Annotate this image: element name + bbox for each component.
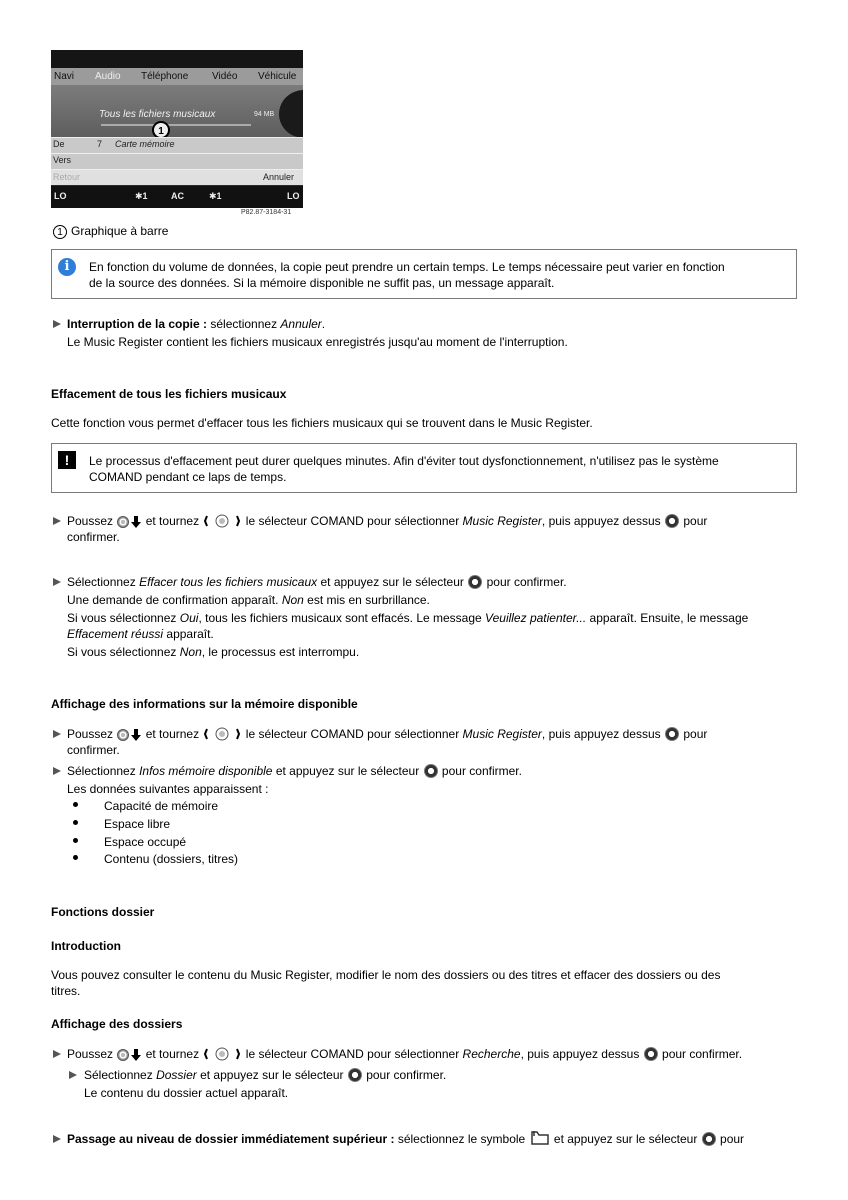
info-line-1: En fonction du volume de données, la copie peut prendre un certain temps. Le temps nécessaire peut varier en fonction	[89, 260, 725, 274]
press-selector-icon	[665, 727, 679, 741]
erase-step2-line-3: Si vous sélectionnez Oui, tous les fichiers musicaux sont effacés. Le message Veuillez patienter... apparaît. Ensuite, le message	[67, 611, 749, 625]
step-arrow-icon	[53, 767, 61, 775]
press-selector-icon	[702, 1132, 716, 1146]
bottom-lo-right: LO	[287, 191, 300, 201]
bottom-fan-left: ✱1	[135, 191, 148, 201]
bottom-fan-right: ✱1	[209, 191, 222, 201]
press-selector-icon	[665, 514, 679, 528]
erase-step2-line-5: Si vous sélectionnez Non, le processus est interrompu.	[67, 645, 360, 659]
step-arrow-icon	[53, 730, 61, 738]
bullet-icon	[73, 820, 78, 825]
memory-bullet: Espace libre	[104, 817, 171, 831]
intro-line-2: titres.	[51, 984, 81, 998]
menu-navi: Navi	[54, 71, 75, 82]
back-label: Retour	[53, 172, 81, 182]
screen-title: Tous les fichiers musicaux	[99, 109, 216, 120]
warning-box	[51, 443, 797, 493]
step-arrow-icon	[53, 517, 61, 525]
press-selector-icon	[644, 1047, 658, 1061]
memory-step2-line-1: Sélectionnez Infos mémoire disponible et appuyez sur le sélecteur pour confirmer.	[67, 764, 522, 778]
memory-step2-line-2: Les données suivantes apparaissent :	[67, 782, 269, 796]
memory-step1-line-2: confirmer.	[67, 743, 120, 757]
erase-step2-line-2: Une demande de confirmation apparaît. Non est mis en surbrillance.	[67, 593, 430, 607]
folders-step1: Poussez et tournez le sélecteur COMAND pour sélectionner Recherche, puis appuyez dessus pour confirmer.	[67, 1047, 743, 1061]
knob-icon	[117, 1049, 129, 1061]
bottom-ac: AC	[171, 191, 184, 201]
erase-step1-line-2: confirmer.	[67, 530, 120, 544]
intro-line-1: Vous pouvez consulter le contenu du Music Register, modifier le nom des dossiers ou des titres et effacer des dossiers ou des	[51, 968, 721, 982]
step-arrow-icon	[53, 578, 61, 586]
press-selector-icon	[348, 1068, 362, 1082]
menu-telephone: Téléphone	[141, 71, 189, 82]
callout-1: 1	[152, 121, 170, 139]
memory-heading: Affichage des informations sur la mémoire disponible	[51, 697, 358, 711]
image-reference: P82.87-3184-31	[241, 209, 292, 216]
legend-text: Graphique à barre	[71, 224, 169, 238]
substep-arrow-icon	[69, 1071, 77, 1079]
folders-heading: Fonctions dossier	[51, 905, 155, 919]
memory-bullet: Contenu (dossiers, titres)	[104, 852, 239, 866]
interrupt-line-1: Interruption de la copie : sélectionnez Annuler.	[67, 317, 326, 331]
erase-step2-line-1: Sélectionnez Effacer tous les fichiers musicaux et appuyez sur le sélecteur pour confirmer.	[67, 575, 567, 589]
step-arrow-icon	[53, 320, 61, 328]
menu-video: Vidéo	[212, 71, 238, 82]
warning-line-2: COMAND pendant ce laps de temps.	[89, 470, 287, 484]
warning-icon: !	[58, 451, 76, 469]
folders-substep-line-2: Le contenu du dossier actuel apparaît.	[84, 1086, 289, 1100]
press-selector-icon	[468, 575, 482, 589]
to-label: Vers	[53, 155, 72, 165]
legend-number: 1	[53, 225, 67, 239]
arrow-down-icon	[131, 1049, 141, 1061]
from-value: Carte mémoire	[115, 139, 175, 149]
erase-step1-line-1: Poussez et tournez le sélecteur COMAND pour sélectionner Music Register, puis appuyez dessus pour	[67, 514, 708, 528]
display-folders-heading: Affichage des dossiers	[51, 1017, 183, 1031]
from-label: De	[53, 139, 65, 149]
info-box	[51, 249, 797, 299]
legend	[53, 223, 168, 239]
menu-audio: Audio	[95, 71, 121, 82]
press-selector-icon	[424, 764, 438, 778]
arrow-down-icon	[131, 729, 141, 741]
memory-step1-line-1: Poussez et tournez le sélecteur COMAND pour sélectionner Music Register, puis appuyez dessus pour	[67, 727, 708, 741]
menu-vehicule: Véhicule	[258, 71, 297, 82]
screen-size: 94 MB	[254, 111, 275, 118]
folder-up-icon	[530, 1131, 550, 1146]
intro-heading: Introduction	[51, 939, 121, 953]
turn-selector-icon	[203, 1047, 241, 1061]
folders-up-line: Passage au niveau de dossier immédiatement supérieur : sélectionnez le symbole et appuyez sur le sélecteur pour	[67, 1132, 745, 1146]
erase-heading: Effacement de tous les fichiers musicaux	[51, 387, 287, 401]
knob-icon	[117, 516, 129, 528]
bullet-icon	[73, 838, 78, 843]
knob-icon	[117, 729, 129, 741]
progress-bar	[101, 124, 251, 126]
memory-bullet: Espace occupé	[104, 835, 187, 849]
step-arrow-icon	[53, 1050, 61, 1058]
info-line-2: de la source des données. Si la mémoire disponible ne suffit pas, un message apparaît.	[89, 276, 555, 290]
arrow-down-icon	[131, 516, 141, 528]
memory-bullet: Capacité de mémoire	[104, 799, 219, 813]
turn-selector-icon	[203, 514, 241, 528]
warning-line-1: Le processus d'effacement peut durer quelques minutes. Afin d'éviter tout dysfonctionnement, n'utilisez pas le système	[89, 454, 719, 468]
step-arrow-icon	[53, 1135, 61, 1143]
erase-step2-line-4: Effacement réussi apparaît.	[67, 627, 214, 641]
bottom-lo-left: LO	[54, 191, 67, 201]
interrupt-line-2: Le Music Register contient les fichiers musicaux enregistrés jusqu'au moment de l'interruption.	[67, 335, 568, 349]
cancel-label: Annuler	[263, 172, 295, 182]
info-icon: i	[58, 258, 76, 276]
from-number: 7	[97, 139, 103, 149]
bullet-icon	[73, 855, 78, 860]
bullet-icon	[73, 802, 78, 807]
comand-screen-image	[51, 50, 303, 208]
turn-selector-icon	[203, 727, 241, 741]
erase-intro: Cette fonction vous permet d'effacer tous les fichiers musicaux qui se trouvent dans le Music Register.	[51, 416, 593, 430]
folders-substep-line-1: Sélectionnez Dossier et appuyez sur le sélecteur pour confirmer.	[84, 1068, 447, 1082]
